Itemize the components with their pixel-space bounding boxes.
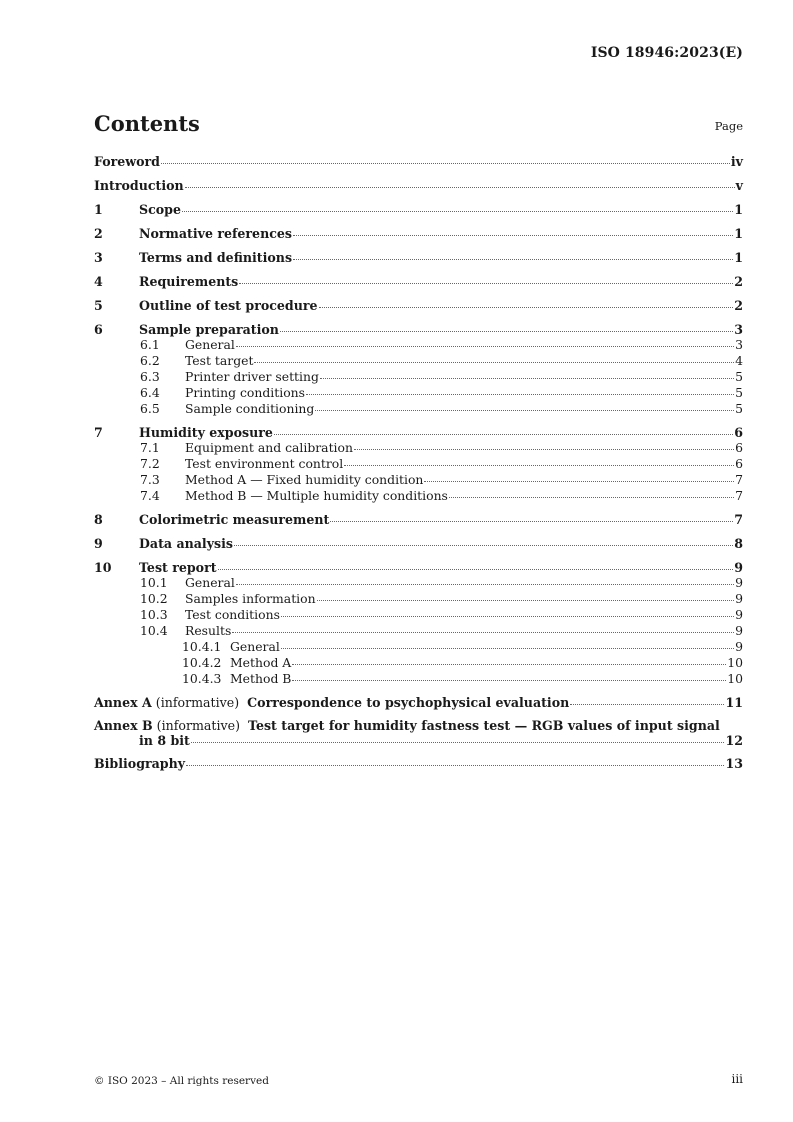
leader-dots: [191, 742, 725, 743]
toc-entry-6-2[interactable]: [94, 353, 743, 369]
toc-entry-annex-b[interactable]: [94, 718, 743, 748]
toc-number: 5: [94, 298, 103, 313]
leader-dots: [292, 680, 726, 681]
toc-page: 2: [734, 298, 743, 313]
toc-entry-introduction[interactable]: [94, 178, 743, 193]
toc-page: 9: [735, 591, 743, 606]
leader-dots: [315, 410, 734, 411]
toc-title: Printer driver setting: [185, 369, 319, 384]
toc-entry-7-3[interactable]: [94, 472, 743, 488]
toc-title: Colorimetric measurement: [139, 512, 330, 527]
leader-dots: [306, 394, 734, 395]
toc-entry-6-1[interactable]: [94, 337, 743, 353]
toc-page: 1: [734, 202, 743, 217]
toc-page: 5: [735, 385, 743, 400]
toc-number: 6: [94, 322, 103, 337]
toc-page: 6: [735, 456, 743, 471]
leader-dots: [280, 331, 733, 332]
document-id: ISO 18946:2023(E): [590, 45, 743, 61]
leader-dots: [218, 569, 734, 570]
toc-page: 5: [735, 369, 743, 384]
toc-entry-6[interactable]: [94, 322, 743, 337]
toc-entry-10-3[interactable]: [94, 607, 743, 623]
toc-number: 7.2: [140, 456, 160, 471]
toc-number: 10.3: [140, 607, 168, 622]
toc-page: 3: [735, 337, 743, 352]
toc-entry-6-3[interactable]: [94, 369, 743, 385]
toc-page: 1: [734, 226, 743, 241]
leader-dots: [330, 521, 733, 522]
toc-entry-10-2[interactable]: [94, 591, 743, 607]
toc-page: 7: [735, 472, 743, 487]
toc-number: 10.4.3: [182, 671, 222, 686]
leader-dots: [281, 648, 734, 649]
toc-number: 8: [94, 512, 103, 527]
leader-dots: [281, 616, 734, 617]
leader-dots: [182, 211, 733, 212]
toc-page: 9: [735, 639, 743, 654]
toc-page: 9: [734, 560, 743, 575]
toc-entry-foreword[interactable]: [94, 154, 743, 169]
annex-informative: (informative): [155, 695, 240, 710]
toc-entry-10-1[interactable]: [94, 575, 743, 591]
toc-page: 4: [735, 353, 743, 368]
toc-number: 6.4: [140, 385, 160, 400]
page-title: Contents: [94, 111, 200, 136]
toc-title: Sample conditioning: [185, 401, 315, 416]
toc-number: 6.5: [140, 401, 160, 416]
toc-page: 6: [734, 425, 743, 440]
toc-number: 10.4: [140, 623, 168, 638]
toc-number: 10.1: [140, 575, 168, 590]
toc-title-continued: in 8 bit: [139, 733, 190, 748]
toc-page: 6: [735, 440, 743, 455]
toc-page: 10: [727, 671, 743, 686]
toc-number: 7: [94, 425, 103, 440]
leader-dots: [320, 378, 734, 379]
toc-page: v: [735, 178, 743, 193]
toc-number: 4: [94, 274, 103, 289]
toc-number: 6.1: [140, 337, 160, 352]
toc-title: Foreword: [94, 154, 160, 169]
toc-entry-8[interactable]: [94, 512, 743, 527]
annex-informative: (informative): [156, 718, 240, 733]
toc-title: Equipment and calibration: [185, 440, 353, 455]
toc-title: General: [185, 575, 235, 590]
toc-entry-10-4[interactable]: [94, 623, 743, 639]
leader-dots: [186, 765, 724, 766]
toc-page: 2: [734, 274, 743, 289]
toc-page: 10: [727, 655, 743, 670]
toc-title: Method B: [230, 671, 292, 686]
toc-entry-7-2[interactable]: [94, 456, 743, 472]
toc-number: 7.3: [140, 472, 160, 487]
toc-entry-3[interactable]: [94, 250, 743, 265]
toc-entry-7-1[interactable]: [94, 440, 743, 456]
toc-entry-10-4-2[interactable]: [94, 655, 743, 671]
toc-title: Correspondence to psychophysical evaluation: [247, 695, 570, 710]
toc-title: Test environment control: [185, 456, 344, 471]
toc-entry-1[interactable]: [94, 202, 743, 217]
leader-dots: [274, 434, 733, 435]
page-column-label: Page: [714, 119, 743, 133]
toc-number: 6.3: [140, 369, 160, 384]
toc-title: Requirements: [139, 274, 239, 289]
toc-title: Method B — Multiple humidity conditions: [185, 488, 448, 503]
toc-title: Results: [185, 623, 232, 638]
toc-title: Introduction: [94, 178, 184, 193]
leader-dots: [424, 481, 734, 482]
toc-number: 7.4: [140, 488, 160, 503]
toc-title: General: [230, 639, 280, 654]
toc-entry-10-4-1[interactable]: [94, 639, 743, 655]
toc-title: Humidity exposure: [139, 425, 273, 440]
toc-number: 3: [94, 250, 103, 265]
toc-page: 9: [735, 623, 743, 638]
leader-dots: [236, 346, 734, 347]
toc-number: 10: [94, 560, 112, 575]
toc-title: Outline of test procedure: [139, 298, 318, 313]
leader-dots: [234, 545, 733, 546]
toc-title: Sample preparation: [139, 322, 279, 337]
leader-dots: [344, 465, 734, 466]
toc-number: 10.4.2: [182, 655, 222, 670]
toc-title: General: [185, 337, 235, 352]
toc-entry-4[interactable]: [94, 274, 743, 289]
toc-page: 9: [735, 575, 743, 590]
toc-entry-bibliography[interactable]: [94, 756, 743, 771]
toc-entry-7-4[interactable]: [94, 488, 743, 504]
leader-dots: [319, 307, 734, 308]
toc-entry-10-4-3[interactable]: [94, 671, 743, 687]
table-of-contents: [94, 154, 743, 771]
toc-title: Test target for humidity fastness test — RGB values of input signal: [248, 718, 720, 733]
toc-title: Test report: [139, 560, 217, 575]
toc-number: 9: [94, 536, 103, 551]
toc-page: 3: [734, 322, 743, 337]
toc-entry-annex-a[interactable]: [94, 695, 743, 710]
toc-page: iv: [730, 154, 743, 169]
toc-entry-6-5[interactable]: [94, 401, 743, 417]
leader-dots: [161, 163, 730, 164]
leader-dots: [254, 362, 734, 363]
toc-page: 13: [725, 756, 743, 771]
toc-title: Data analysis: [139, 536, 233, 551]
toc-number: 6.2: [140, 353, 160, 368]
toc-title: Normative references: [139, 226, 293, 241]
toc-page: 7: [734, 512, 743, 527]
toc-number: 2: [94, 226, 103, 241]
toc-title: Terms and definitions: [139, 250, 293, 265]
toc-number: 7.1: [140, 440, 160, 455]
toc-entry-10[interactable]: [94, 560, 743, 575]
page-number: iii: [731, 1072, 743, 1086]
copyright-notice: © ISO 2023 – All rights reserved: [94, 1075, 269, 1087]
leader-dots: [354, 449, 734, 450]
leader-dots: [292, 664, 726, 665]
toc-page: 11: [725, 695, 743, 710]
toc-title: Scope: [139, 202, 181, 217]
leader-dots: [185, 187, 735, 188]
toc-entry-5[interactable]: [94, 298, 743, 313]
leader-dots: [293, 235, 733, 236]
toc-page: 12: [725, 733, 743, 748]
leader-dots: [317, 600, 735, 601]
toc-page: 7: [735, 488, 743, 503]
toc-number: 1: [94, 202, 103, 217]
toc-page: 5: [735, 401, 743, 416]
toc-number: 10.2: [140, 591, 168, 606]
toc-title: Method A: [230, 655, 292, 670]
toc-page: 8: [734, 536, 743, 551]
toc-entry-6-4[interactable]: [94, 385, 743, 401]
leader-dots: [232, 632, 734, 633]
leader-dots: [239, 283, 733, 284]
annex-label: Annex A: [94, 695, 152, 710]
annex-label: Annex B: [94, 718, 153, 733]
toc-entry-7[interactable]: [94, 425, 743, 440]
toc-entry-2[interactable]: [94, 226, 743, 241]
leader-dots: [449, 497, 734, 498]
toc-page: 9: [735, 607, 743, 622]
toc-title: Samples information: [185, 591, 316, 606]
toc-title: Test target: [185, 353, 254, 368]
toc-title: Bibliography: [94, 756, 186, 771]
toc-entry-9[interactable]: [94, 536, 743, 551]
toc-title: Test conditions: [185, 607, 280, 622]
toc-title: Printing conditions: [185, 385, 306, 400]
leader-dots: [236, 584, 734, 585]
leader-dots: [293, 259, 733, 260]
toc-number: 10.4.1: [182, 639, 222, 654]
toc-page: 1: [734, 250, 743, 265]
toc-title: Method A — Fixed humidity condition: [185, 472, 424, 487]
leader-dots: [570, 704, 724, 705]
